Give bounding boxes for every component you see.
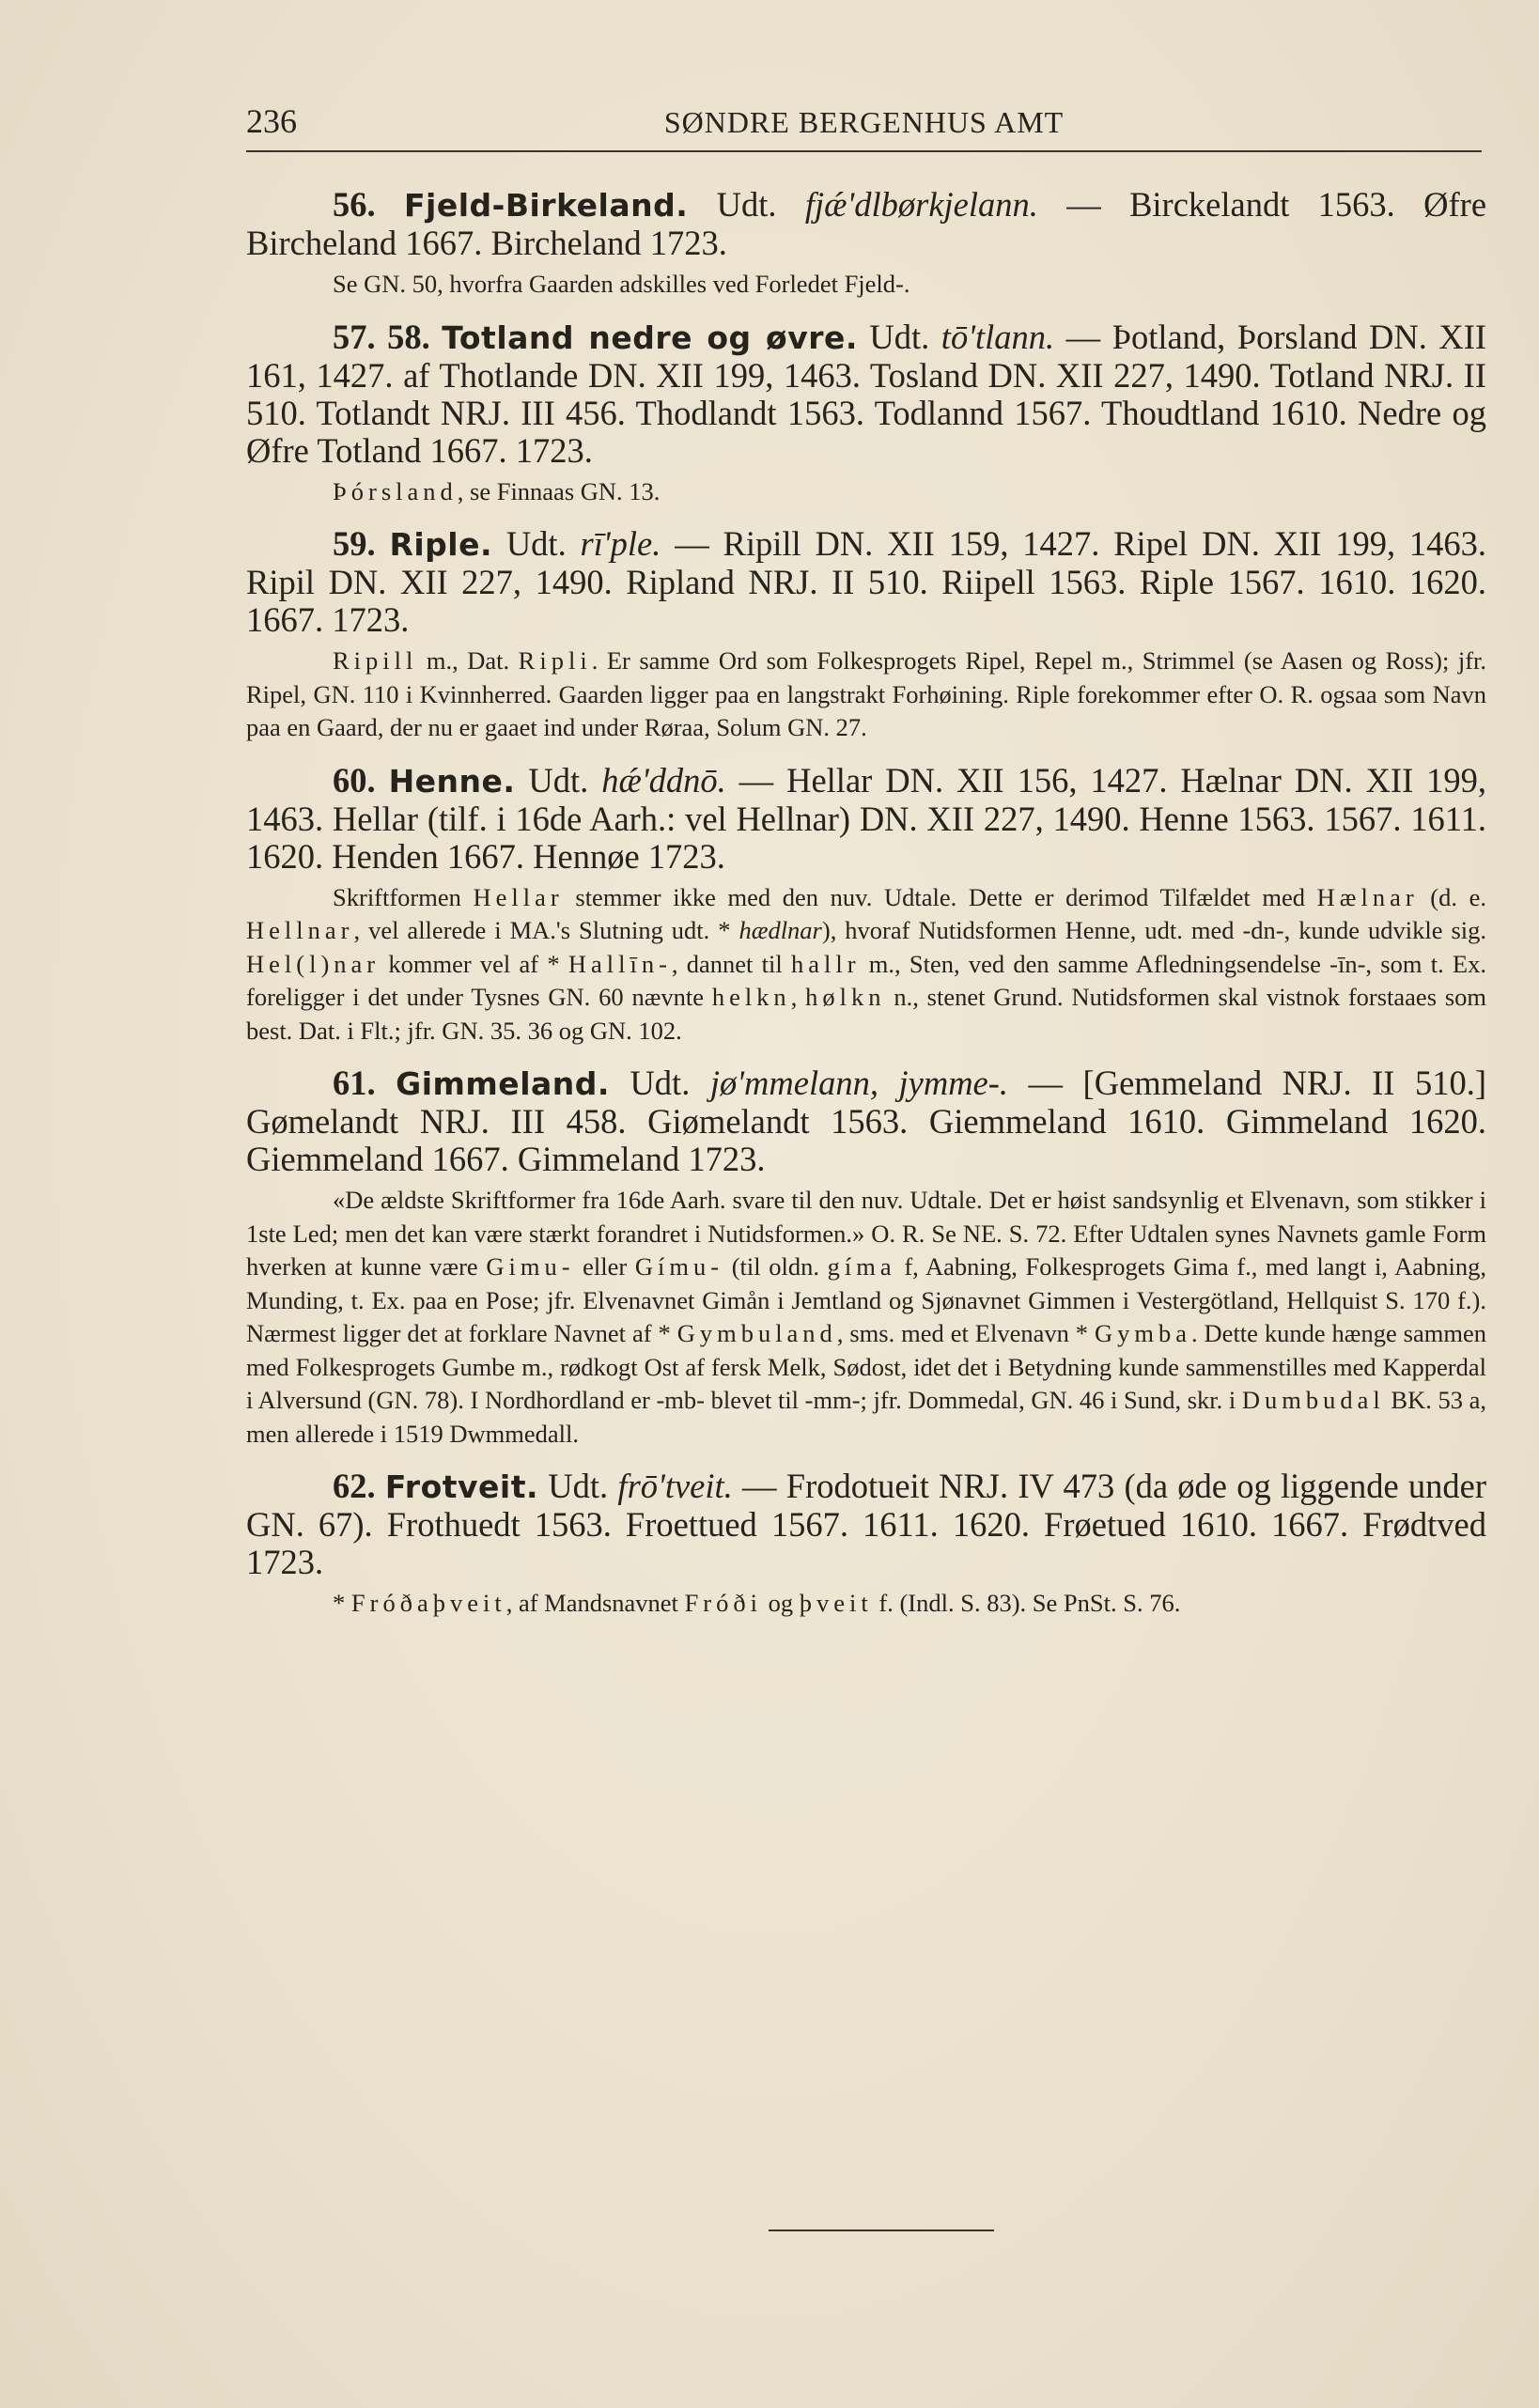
entry-main bbox=[246, 525, 1486, 639]
header-rule bbox=[246, 150, 1482, 152]
note-text: . Er samme Ord som Folkesprogets Ripel, Repel m., Strimmel (se Aasen og Ross); jfr. Ripel, GN. 110 i Kvinnherred. Gaarden ligger paa en langstrakt Forhøining. Riple forekommer efter O. R. ogsaa som Navn paa en Gaard, der nu er gaaet ind under Røraa, Solum GN. 27. bbox=[246, 646, 1487, 741]
note-text: * bbox=[333, 1589, 351, 1617]
historical-forms: — Þotland, Þorsland DN. XII 161, 1427. af Thotlande DN. XII 199, 1463. Tosland DN. XII 227, 1490. Totland NRJ. II 510. Totlandt NRJ. III 456. Thodlandt 1563. Todlannd 1567. Thoudtland 1610. Nedre og Øfre Totland 1667. 1723. bbox=[246, 317, 1487, 470]
entry-number: 56. bbox=[333, 185, 376, 224]
pronunciation: frō'tveit. bbox=[617, 1467, 733, 1505]
note-text: , sms. med et Elvenavn * bbox=[836, 1319, 1095, 1347]
udt-label: Udt. bbox=[548, 1467, 609, 1505]
pronunciation: rī'ple. bbox=[580, 524, 661, 563]
note-text: kommer vel af * bbox=[380, 949, 568, 978]
note-text: f, Aabning, Folkesprogets Gima f., med langt i, Aabning, Munding, t. Ex. paa en Pose; jfr. Elvenavnet Gimån i Jemtland og Sjønavnet Gimmen i Vestergötland, Hellquist S. 170 f.). Nærmest ligger det at forklare Navnet af * bbox=[246, 1252, 1487, 1347]
pronunciation: jø'mmelann, jymme-. bbox=[709, 1064, 1009, 1102]
entry-56 bbox=[246, 186, 1486, 302]
udt-label: Udt. bbox=[505, 524, 567, 563]
entry-62 bbox=[246, 1468, 1486, 1621]
entry-main bbox=[246, 1064, 1486, 1178]
pronunciation: tō'tlann. bbox=[940, 317, 1055, 356]
spaced-term: hallr bbox=[790, 949, 861, 978]
spaced-term: Gímu- bbox=[634, 1252, 724, 1281]
spaced-term: Fróðaþveit bbox=[350, 1589, 506, 1617]
spaced-term: Hel(l)nar bbox=[246, 949, 381, 978]
entry-59 bbox=[246, 525, 1486, 745]
pronunciation: fjǽ'dlbørkjelann. bbox=[804, 185, 1038, 224]
entry-main bbox=[246, 1468, 1486, 1581]
spaced-term: Gimu- bbox=[486, 1252, 575, 1281]
note-text: , bbox=[790, 983, 806, 1011]
italic-term: hædlnar bbox=[738, 916, 822, 944]
spaced-term: Hellar bbox=[473, 882, 564, 911]
spaced-term: þveit bbox=[799, 1589, 873, 1617]
entry-main bbox=[246, 762, 1486, 876]
entry-headword: Totland nedre og øvre. bbox=[442, 318, 858, 356]
note-text: f. (Indl. S. 83). Se PnSt. S. 76. bbox=[872, 1589, 1181, 1617]
entry-note bbox=[246, 475, 1486, 509]
entry-headword: Henne. bbox=[388, 762, 516, 800]
udt-label: Udt. bbox=[869, 317, 930, 356]
note-text: , af Mandsnavnet bbox=[505, 1589, 685, 1617]
note-text: «De ældste Skriftformer fra 16de Aarh. svare til den nuv. Udtale. Det er høist sandsynlig et Elvenavn, som stikker i 1ste Led; men det kan være stærkt forandret i Nutidsformen.» O. R. Se NE. S. 72. Efter Udtalen synes Navnets gamle Form hverken at kunne være bbox=[246, 1186, 1486, 1281]
note-text: , dannet til bbox=[671, 949, 791, 978]
entry-note bbox=[246, 1184, 1486, 1451]
udt-label: Udt. bbox=[630, 1064, 691, 1102]
page-header bbox=[246, 101, 1482, 143]
entry-60 bbox=[246, 762, 1486, 1049]
entry-headword: Frotveit. bbox=[384, 1468, 539, 1505]
entry-number: 62. bbox=[333, 1467, 376, 1505]
historical-forms: — Ripill DN. XII 159, 1427. Ripel DN. XII 199, 1463. Ripil DN. XII 227, 1490. Ripland NRJ. II 510. Riipell 1563. Riple 1567. 1610. 1620. 1667. 1723. bbox=[246, 524, 1487, 639]
note-text: stemmer ikke med den nuv. Udtale. Dette er derimod Tilfældet med bbox=[563, 882, 1317, 911]
entry-headword: Riple. bbox=[389, 526, 493, 563]
spaced-term: Hælnar bbox=[1316, 882, 1419, 911]
entry-headword: Fjeld-Birkeland. bbox=[403, 187, 689, 224]
note-text: ), hvoraf Nutidsformen Henne, udt. med -dn-, kunde udvikle sig. bbox=[821, 916, 1486, 944]
spaced-term: Gymbuland bbox=[676, 1319, 837, 1347]
spaced-term: Dumbudal bbox=[1241, 1386, 1385, 1414]
spaced-term: Fróði bbox=[684, 1589, 762, 1617]
note-text: m., Dat. bbox=[417, 646, 519, 675]
entry-note bbox=[246, 645, 1486, 745]
entry-main bbox=[246, 318, 1486, 470]
page-number: 236 bbox=[246, 102, 297, 140]
note-text: n., stenet Grund. Nutidsformen skal vistnok forstaaes som best. Dat. i Flt.; jfr. GN. 35. 36 og GN. 102. bbox=[246, 983, 1487, 1045]
entry-note bbox=[246, 881, 1486, 1049]
spaced-term: Hallīn- bbox=[567, 949, 672, 978]
spaced-term: helkn bbox=[711, 983, 791, 1011]
spaced-term: Hellnar bbox=[246, 916, 354, 944]
note-text: Skriftformen bbox=[333, 882, 474, 911]
udt-label: Udt. bbox=[528, 760, 589, 800]
entry-number: 60. bbox=[333, 760, 376, 800]
running-title: SØNDRE BERGENHUS AMT bbox=[663, 105, 1065, 139]
entry-number: 59. bbox=[333, 524, 376, 563]
note-text: . Dette kunde hænge sammen med Folkesprogets Gumbe m., rødkogt Ost af fersk Melk, Sødost, idet det i Betydning kunde sammenstilles med Kapperdal i Alversund (GN. 78). I Nordhordland er -mb- blevet til -mm-; jfr. Dommedal, GN. 46 i Sund, skr. i bbox=[246, 1319, 1486, 1414]
historical-forms: — Hellar DN. XII 156, 1427. Hælnar DN. XII 199, 1463. Hellar (tilf. i 16de Aarh.: vel Hellnar) DN. XII 227, 1490. Henne 1563. 1567. 1611. 1620. Henden 1667. Hennøe 1723. bbox=[246, 760, 1487, 876]
entry-57-58 bbox=[246, 318, 1486, 509]
note-text: , vel allerede i MA.'s Slutning udt. * bbox=[353, 916, 739, 944]
udt-label: Udt. bbox=[716, 185, 777, 224]
entry-61 bbox=[246, 1064, 1486, 1451]
pronunciation: hǽ'ddnō. bbox=[601, 760, 726, 800]
spaced-term: Ripill bbox=[333, 646, 418, 675]
note-text: m., Sten, ved den samme Afledningsendelse -īn-, som t. Ex. foreligger i det under Tysnes GN. 60 nævnte bbox=[246, 949, 1486, 1011]
historical-forms: — [Gemmeland NRJ. II 510.] Gømelandt NRJ. III 458. Giømelandt 1563. Giemmeland 1610. Gimmeland 1620. Giemmeland 1667. Gimmeland 1723. bbox=[246, 1064, 1487, 1178]
note-text: eller bbox=[574, 1252, 635, 1281]
spaced-term: Þórsland bbox=[333, 476, 458, 505]
spaced-term: Ripli bbox=[518, 646, 592, 675]
note-text: og bbox=[762, 1589, 800, 1617]
historical-forms: — Frodotueit NRJ. IV 473 (da øde og liggende under GN. 67). Frothuedt 1563. Froettued 1567. 1611. 1620. Frøetued 1610. 1667. Frødtved 1723. bbox=[246, 1467, 1487, 1581]
note-text: (til oldn. bbox=[723, 1252, 828, 1281]
end-rule bbox=[769, 2229, 994, 2231]
note-text: (d. e. bbox=[1418, 882, 1487, 911]
entry-number: 57. 58. bbox=[333, 317, 430, 356]
text-body bbox=[246, 186, 1486, 1638]
historical-forms: — Birckelandt 1563. Øfre Bircheland 1667. Bircheland 1723. bbox=[246, 185, 1487, 262]
entry-note: Se GN. 50, hvorfra Gaarden adskilles ved Forledet Fjeld-. bbox=[333, 270, 910, 298]
spaced-term: Gymba bbox=[1094, 1319, 1191, 1347]
note-text: BK. 53 a, men allerede i 1519 Dwmmedall. bbox=[246, 1386, 1486, 1448]
spaced-term: hølkn bbox=[805, 983, 886, 1011]
entry-number: 61. bbox=[333, 1064, 376, 1102]
note-text: , se Finnaas GN. 13. bbox=[457, 476, 661, 505]
entry-note bbox=[246, 1587, 1486, 1621]
entry-headword: Gimmeland. bbox=[396, 1065, 610, 1102]
spaced-term: gíma bbox=[827, 1252, 896, 1281]
entry-main bbox=[246, 186, 1486, 262]
